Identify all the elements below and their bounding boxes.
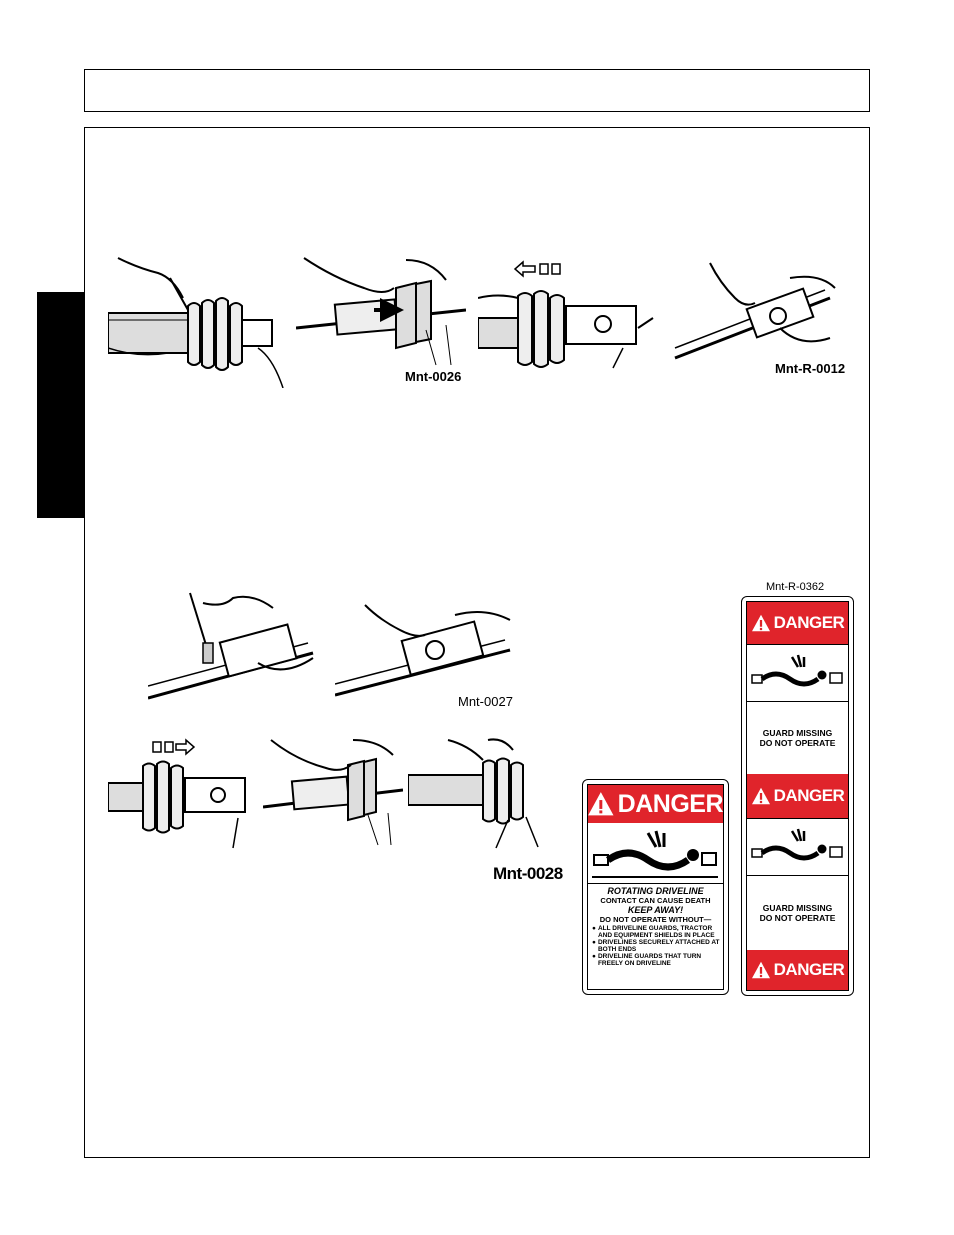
danger-header-middle [747, 774, 848, 818]
entanglement-hazard-icon [588, 825, 723, 883]
figure-label-mnt-r-0012: Mnt-R-0012 [775, 361, 846, 376]
danger-header [588, 785, 723, 823]
danger-bullet: ● DRIVELINE GUARDS THAT TURN FREELY ON DRIVELINE [592, 953, 702, 967]
do-not-operate-text: DO NOT OPERATE [759, 738, 836, 748]
figure-label-mnt-0028: Mnt-0028 [493, 864, 563, 883]
danger-bullet: ● DRIVELINES SECURELY ATTACHED AT BOTH ENDS [592, 939, 720, 953]
hazard-icon-panel [747, 644, 848, 702]
entanglement-hazard-icon [750, 651, 846, 695]
danger-header-text: DANGER [617, 789, 723, 818]
illustration-guard-twist [263, 735, 403, 850]
danger-header-text: DANGER [773, 960, 845, 979]
danger-decal-large [582, 779, 729, 995]
danger-bullet: ● ALL DRIVELINE GUARDS, TRACTOR AND EQUIPMENT SHIELDS IN PLACE [592, 925, 715, 939]
illustration-guard-seated [408, 735, 548, 850]
illustration-guard-push [108, 738, 253, 850]
illustration-guard-release [108, 248, 288, 388]
header-box [84, 69, 870, 112]
do-not-operate-text: DO NOT OPERATE [759, 913, 836, 923]
illustration-clip-install [335, 600, 515, 700]
danger-text-block [588, 883, 723, 967]
guard-missing-panel [747, 702, 848, 774]
guard-missing-text: GUARD MISSING [762, 903, 833, 913]
danger-header-bottom [747, 950, 848, 990]
figure-label-mnt-0026: Mnt-0026 [405, 369, 462, 384]
danger-line-rotating: ROTATING DRIVELINE [607, 886, 704, 896]
warning-triangle-icon [751, 614, 771, 632]
figure-label-mnt-r-0362: Mnt-R-0362 [766, 581, 825, 593]
warning-triangle-icon [751, 961, 771, 979]
danger-header-text: DANGER [773, 613, 845, 632]
illustration-guard-rotate [296, 250, 466, 370]
danger-decal-tall [741, 596, 854, 996]
entanglement-hazard-icon [750, 825, 846, 869]
danger-line-do-not-operate: DO NOT OPERATE WITHOUT— [599, 915, 712, 924]
figure-label-mnt-0027: Mnt-0027 [458, 694, 513, 709]
danger-line-contact: CONTACT CAN CAUSE DEATH [600, 896, 711, 905]
warning-triangle-icon [751, 787, 771, 805]
guard-missing-text: GUARD MISSING [762, 728, 833, 738]
hazard-icon-panel [747, 818, 848, 876]
illustration-grease-fitting [148, 588, 318, 703]
danger-line-keep-away: KEEP AWAY! [627, 905, 684, 915]
illustration-guard-clip [670, 258, 840, 368]
guard-missing-panel [747, 876, 848, 950]
warning-triangle-icon [588, 792, 614, 816]
danger-header-top [747, 602, 848, 644]
illustration-guard-pull [478, 258, 658, 373]
danger-header-text: DANGER [773, 786, 845, 805]
side-tab [37, 292, 84, 518]
